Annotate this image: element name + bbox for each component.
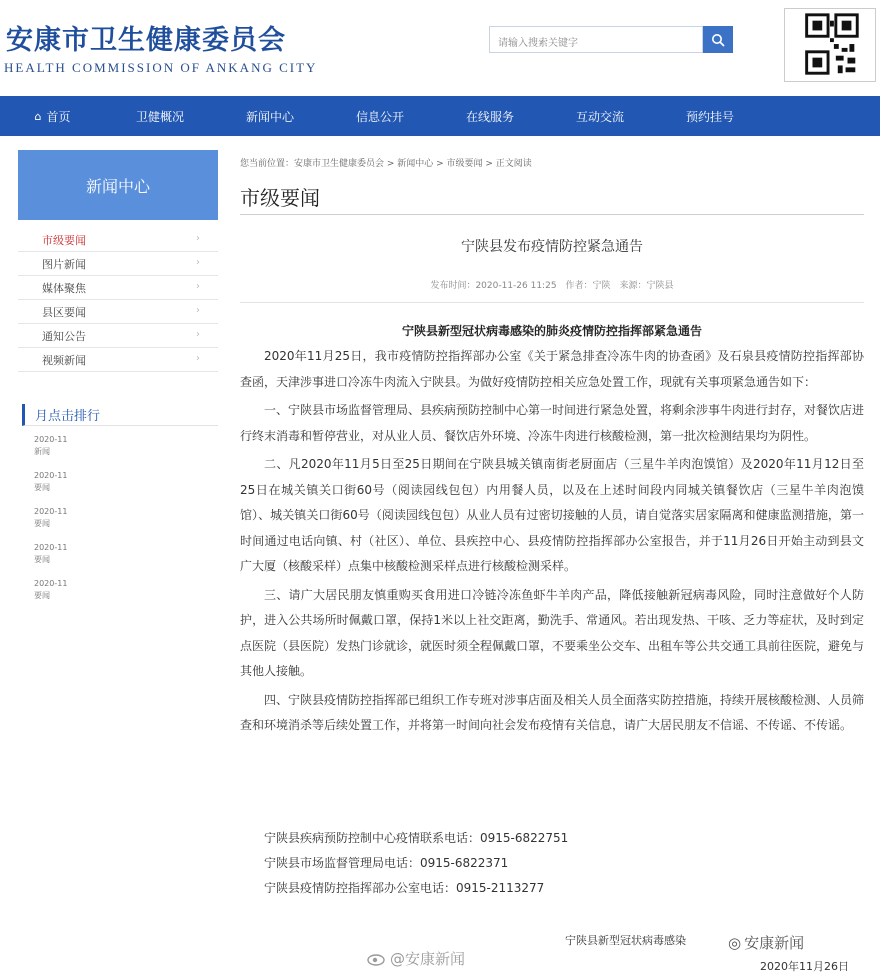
sidebar-item-label: 通知公告	[42, 329, 86, 343]
weibo-icon	[366, 952, 386, 966]
sidebar-item-county-news[interactable]	[18, 300, 218, 324]
wechat-watermark-text: 安康新闻	[744, 934, 805, 952]
chevron-right-icon: ›	[196, 305, 200, 316]
sidebar-item-city-news[interactable]	[18, 228, 218, 252]
site-header	[0, 0, 880, 90]
meta-divider	[240, 302, 864, 303]
chevron-right-icon: ›	[196, 281, 200, 292]
main-nav	[0, 96, 880, 136]
search-button[interactable]	[703, 26, 733, 53]
sidebar-item-label: 视频新闻	[42, 353, 86, 367]
contact-line: 宁陕县市场监督管理局电话：0915-6822371	[264, 856, 509, 870]
qr-code-icon	[785, 9, 875, 81]
article-title: 宁陕县发布疫情防控紧急通告	[461, 239, 643, 255]
wechat-watermark	[728, 932, 804, 953]
nav-label: 新闻中心	[245, 109, 294, 124]
list-item[interactable]	[34, 434, 214, 470]
article-meta: 发布时间：2020-11-26 11:25 作者：宁陕 来源：宁陕县	[430, 281, 674, 291]
list-item-date: 2020-11	[34, 507, 68, 516]
sidebar-item-notices[interactable]	[18, 324, 218, 348]
sidebar-item-label: 媒体聚焦	[42, 281, 86, 295]
list-item-title: 新闻	[34, 447, 50, 456]
list-item-date: 2020-11	[34, 543, 68, 552]
weibo-watermark	[366, 948, 465, 969]
article-paragraph: 2020年11月25日，我市疫情防控指挥部办公室《关于紧急排查冷冻牛肉的协查函》及石泉县疫情防控指挥部协查函，天津涉事进口冷冻牛肉流入宁陕县。为做好疫情防控相关应急处置工作，现就有关事项紧急通告如下：	[240, 349, 864, 389]
list-item[interactable]	[34, 542, 214, 578]
sidebar-item-video[interactable]	[18, 348, 218, 372]
list-item-date: 2020-11	[34, 471, 68, 480]
chevron-right-icon: ›	[196, 233, 200, 244]
article-date: 2020年11月26日	[760, 960, 849, 973]
search-icon	[711, 33, 725, 47]
nav-label: 在线服务	[465, 109, 514, 124]
nav-label: 互动交流	[575, 109, 624, 124]
title-divider	[240, 214, 864, 215]
nav-label: 首页	[46, 109, 71, 124]
list-item[interactable]	[34, 470, 214, 506]
breadcrumb[interactable]: 您当前位置：安康市卫生健康委员会 > 新闻中心 > 市级要闻 > 正文阅读	[240, 159, 532, 169]
article-paragraph: 四、宁陕县疫情防控指挥部已组织工作专班对涉事店面及相关人员全面落实防控措施，持续开展核酸检测、人员筛查和环境消杀等后续处置工作，并将第一时间向社会发布疫情有关信息，请广大居民朋友不信谣、不传谣、不传谣。	[240, 692, 865, 732]
nav-overview[interactable]	[105, 96, 215, 136]
chevron-right-icon: ›	[196, 353, 200, 364]
nav-home[interactable]	[0, 96, 105, 136]
weibo-watermark-text: @安康新闻	[390, 950, 466, 968]
sidebar-item-label: 市级要闻	[42, 233, 86, 247]
recent-ranking-title: 月点击排行	[22, 404, 218, 426]
nav-news[interactable]	[215, 96, 325, 136]
search-input[interactable]: 请输入搜索关键字	[489, 26, 703, 53]
nav-interaction[interactable]	[545, 96, 655, 136]
nav-label: 卫健概况	[135, 109, 184, 124]
contact-line: 宁陕县疾病预防控制中心疫情联系电话：0915-6822751	[264, 831, 569, 845]
list-item[interactable]	[34, 578, 214, 614]
notice-heading: 宁陕县新型冠状病毒感染的肺炎疫情防控指挥部紧急通告	[401, 324, 702, 338]
nav-appointment[interactable]	[655, 96, 765, 136]
qr-code	[784, 8, 876, 82]
article-signature: 宁陕县新型冠状病毒感染	[565, 934, 686, 947]
article-paragraph: 二、凡2020年11月5日至25日期间在宁陕县城关镇南街老厨面店（三星牛羊肉泡馍馆）及2020年11月12日至25日在城关镇关口街60号（阅读园线包包）内用餐人员，以及在上述时间段内同城关镇餐饮店（三星牛羊肉泡馍馆）、城关镇关口街60号（阅读园线包包）从业人员有过密切接触的人员，请自觉落实居家隔离和健康监测措施，第一时间通过电话向镇、村（社区）、单位、县疾控中心、县疫情防控指挥部办公室报告，并于11月26日开始主动到县文广大厦（核酸采样）点集中核酸检测采样点进行核酸检测采样。	[240, 457, 864, 573]
article-paragraph: 一、宁陕县市场监督管理局、县疾病预防控制中心第一时间进行紧急处置，将剩余涉事牛肉进行封存，对餐饮店进行终末消毒和暂停营业，对从业人员、餐饮店外环境、冷冻牛肉进行核酸检测，第一批次检测结果均为阴性。	[240, 403, 865, 443]
home-icon: ⌂	[34, 109, 42, 123]
sidebar-menu	[18, 228, 218, 372]
article-body	[240, 344, 864, 742]
list-item-title: 要闻	[34, 483, 50, 492]
contact-line: 宁陕县疫情防控指挥部办公室电话：0915-2113277	[264, 881, 545, 895]
chevron-right-icon: ›	[196, 257, 200, 268]
wechat-icon: ◎	[728, 933, 742, 952]
nav-online-service[interactable]	[435, 96, 545, 136]
chevron-right-icon: ›	[196, 329, 200, 340]
sidebar-item-label: 图片新闻	[42, 257, 86, 271]
contact-list	[240, 826, 864, 901]
article-paragraph: 三、请广大居民朋友慎重购买食用进口冷链冷冻鱼虾牛羊肉产品，降低接触新冠病毒风险，同时注意做好个人防护，进入公共场所时佩戴口罩，保持1米以上社交距离，勤洗手、常通风。若出现发热、干咳、乏力等症状，及时到定点医院（县医院）发热门诊就诊，就医时须全程佩戴口罩，不要乘坐公交车、出租车等公共交通工具前往医院，避免与其他人接触。	[240, 587, 865, 678]
page-title: 市级要闻	[240, 186, 320, 210]
sidebar-title: 新闻中心	[18, 150, 218, 220]
list-item-title: 要闻	[34, 555, 50, 564]
nav-label: 信息公开	[355, 109, 404, 124]
list-item-date: 2020-11	[34, 435, 68, 444]
list-item[interactable]	[34, 506, 214, 542]
nav-info-public[interactable]	[325, 96, 435, 136]
sidebar-item-photo-news[interactable]	[18, 252, 218, 276]
sidebar-item-label: 县区要闻	[42, 305, 86, 319]
recent-ranking-list	[34, 434, 214, 614]
site-title[interactable]: 安康市卫生健康委员会	[6, 25, 286, 56]
nav-label: 预约挂号	[685, 109, 734, 124]
site-subtitle: HEALTH COMMISSION OF ANKANG CITY	[4, 60, 318, 75]
list-item-title: 要闻	[34, 519, 50, 528]
list-item-title: 要闻	[34, 591, 50, 600]
sidebar-item-media[interactable]	[18, 276, 218, 300]
list-item-date: 2020-11	[34, 579, 68, 588]
